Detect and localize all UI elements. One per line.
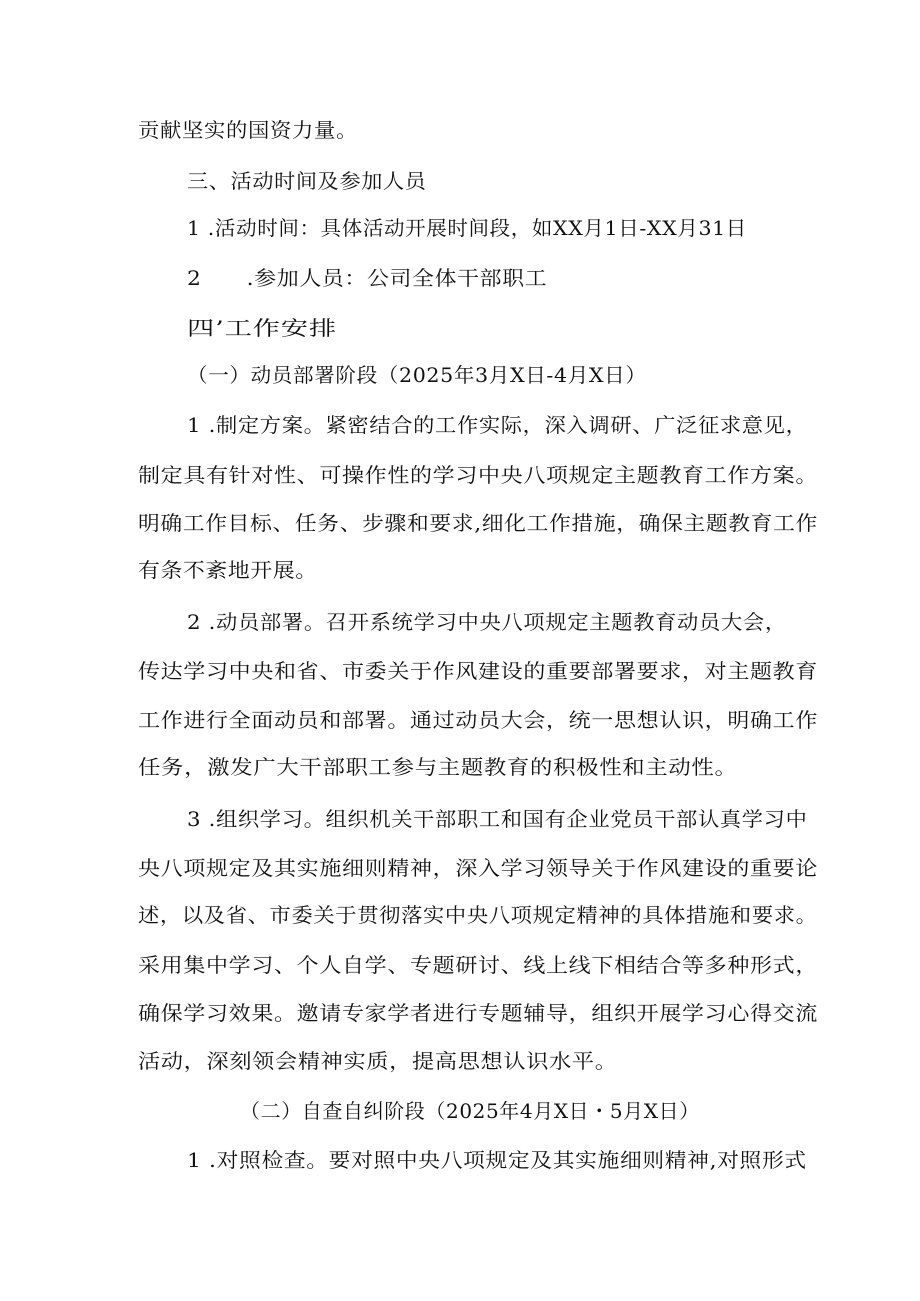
body-line: 2 .动员部署。召开系统学习中央八项规定主题教育动员大会， <box>187 610 787 634</box>
body-line: 确保学习效果。邀请专家学者进行专题辅导，组织开展学习心得交流 <box>138 1001 818 1025</box>
section-heading: 四’工作安排 <box>187 316 337 340</box>
subsection-heading: （二）自查自纠阶段（2025年4月X日・5月X日） <box>240 1099 700 1123</box>
body-line: 贡献坚实的国资力量。 <box>138 118 359 142</box>
body-line: 任务，激发广大干部职工参与主题教育的积极性和主动性。 <box>138 755 738 779</box>
body-line: 1 .对照检查。要对照中央八项规定及其实施细则精神,对照形式 <box>187 1148 807 1172</box>
body-line: 制定具有针对性、可操作性的学习中央八项规定主题教育工作方案。 <box>138 463 818 487</box>
body-line: 1 .制定方案。紧密结合的工作实际，深入调研、广泛征求意见， <box>187 413 808 437</box>
body-line: 活动，深刻领会精神实质，提高思想认识水平。 <box>138 1049 618 1073</box>
section-heading: 三、活动时间及参加人员 <box>187 169 427 193</box>
body-line: 传达学习中央和省、市委关于作风建设的重要部署要求，对主题教育 <box>138 659 818 683</box>
body-line: 1 .活动时间：具体活动开展时间段，如XX月1日-XX月31日 <box>187 216 747 240</box>
body-line: 3 .组织学习。组织机关干部职工和国有企业党员干部认真学习中 <box>187 807 808 831</box>
body-line: 央八项规定及其实施细则精神，深入学习领导关于作风建设的重要论 <box>138 856 818 880</box>
body-line: 工作进行全面动员和部署。通过动员大会，统一思想认识，明确工作 <box>138 708 818 732</box>
body-line: 述，以及省、市委关于贯彻落实中央八项规定精神的具体措施和要求。 <box>138 903 818 927</box>
body-line: 2 .参加人员：公司全体干部职工 <box>187 266 548 290</box>
body-line: 明确工作目标、任务、步骤和要求,细化工作措施，确保主题教育工作 <box>138 511 818 535</box>
body-line: 有条不紊地开展。 <box>138 558 318 582</box>
subsection-heading: （一）动员部署阶段（2025年3月X日-4月X日） <box>187 363 647 387</box>
body-line: 采用集中学习、个人自学、专题研讨、线上线下相结合等多种形式， <box>138 953 818 977</box>
